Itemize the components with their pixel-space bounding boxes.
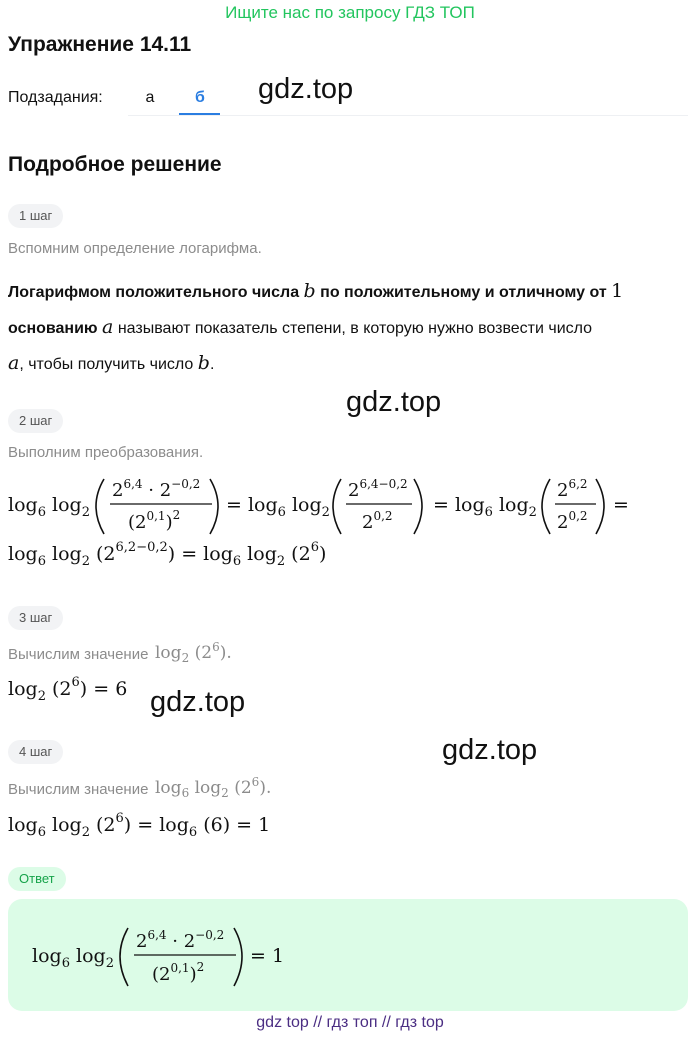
svg-text:log2 (26) = 6: $\log_2 (2^6) = 6$ [8,675,128,704]
step-3-hint-math [153,641,233,665]
svg-text:= log6 log2: = $\log_6 \log_2$ [433,494,537,520]
watermark: gdz.top [346,386,442,418]
step-hint: Выполним преобразования. [8,444,204,461]
definition-bold-3: основанию [8,320,98,337]
top-banner: Ищите нас по запросу ГДЗ ТОП [225,3,475,22]
definition-bold-2: по положительному и отличному от [320,284,607,301]
logarithm-definition [8,274,692,382]
step-badge: 4 шаг [8,740,63,764]
svg-text:log6 log2 (26).: $\log_6 \log_2 (2^6)$. [154,776,271,800]
var-a: a [102,316,114,338]
svg-text:26,4 · 2−0,2: $2^{6,4} \cdot 2^{-0,2}$ [136,928,225,952]
subtasks-divider [128,115,688,116]
step-badge: 2 шаг [8,409,63,433]
watermark: gdz.top [442,734,538,766]
svg-text:=: = [613,494,629,516]
svg-text:20,2: 2$^{0,2}$ [362,509,393,533]
svg-text:log2 (26).: $\log_2 (2^6)$. [154,641,232,665]
step-hint [8,776,273,800]
definition-end: . [209,356,215,373]
var-b: b [197,352,210,374]
var-a: a [8,352,20,374]
svg-text:20,2: 2$^{0,2}$ [557,509,588,533]
definition-rest-2: , чтобы получить число [19,356,194,373]
watermark: gdz.top [150,686,246,718]
svg-text:(20,1)2: $(2^{0,1})^2$ [128,508,181,533]
step-badge: 1 шаг [8,204,63,228]
svg-text:26,4−0,2: $2^{6,4-0,2}$ [348,477,408,501]
svg-text:26,4 · 2−0,2: $2^{6,4} \cdot 2^{-0,2}$ [112,477,201,501]
step-hint-text: Вычислим значение [8,781,149,798]
watermark: gdz.top [258,73,354,105]
active-tab-indicator [179,113,220,115]
answer-badge: Ответ [8,867,66,891]
svg-text:= log6 log2: = $\log_6 \log_2$ [226,494,330,520]
definition-rest-1: называют показатель степени, в которую нужно возвести число [117,320,593,337]
svg-text:log6 log2 (26,2−0,2) = log6 lo: $\log_6 \log_2 (2^{6,2-0,2}) = \log_6 \log_2 (2^6)$ [8,540,327,569]
definition-bold-1: Логарифмом положительного числа [8,284,300,301]
step-hint [8,641,233,665]
section-title: Подробное решение [8,153,222,176]
subtask-tab-b[interactable]: б [195,89,205,106]
subtask-tab-a[interactable]: а [145,89,155,106]
svg-text:= 1: = 1 [250,945,285,967]
step-hint-text: Вычислим значение [8,646,149,663]
svg-text:log6 log2: $\log_6 \log_2$ [8,494,90,520]
step-3-formula [0,672,200,706]
step-4-hint-math [153,776,273,800]
footer-links[interactable]: gdz top // гдз топ // гдз top [256,1014,444,1031]
exercise-title: Упражнение 14.11 [8,33,192,56]
svg-text:log6 log2: $\log_6 \log_2$ [32,945,114,971]
svg-text:26,2: 2$^{6,2}$ [557,477,588,501]
var-b: b [303,280,316,302]
step-4-formula [0,808,320,842]
step-2-formula [0,470,700,574]
subtasks-label: Подзадания: [8,89,103,106]
svg-text:(20,1)2: $(2^{0,1})^2$ [152,960,205,985]
number-one: 1 [611,280,624,302]
step-badge: 3 шаг [8,606,63,630]
answer-formula [20,920,320,992]
step-hint: Вспомним определение логарифма. [8,240,262,257]
svg-text:log6 log2 (26) = log6 (6) = 1: $\log_6 \log_2 (2^6) = \log_6 (6) = 1$ [8,811,271,840]
